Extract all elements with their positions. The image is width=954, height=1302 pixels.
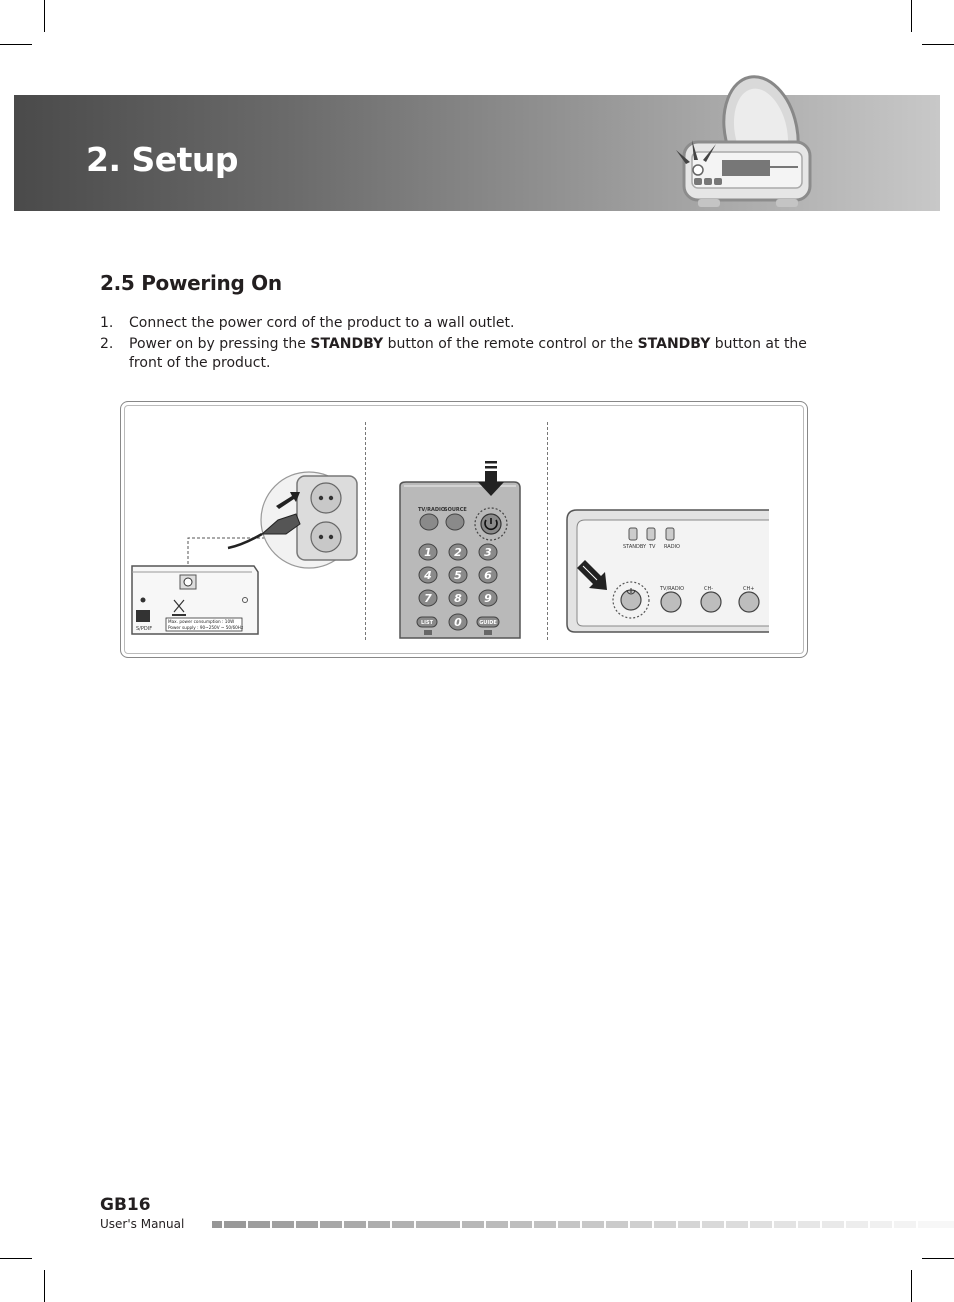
step-text: button at the front of the product. (129, 335, 807, 371)
footer-bar-segment (726, 1221, 748, 1228)
remote-digit-key: 0 (454, 616, 462, 629)
crop-mark (911, 1270, 912, 1302)
footer-page-number: GB16 (100, 1195, 151, 1215)
footer-bar-segment (368, 1221, 390, 1228)
footer-bar-segment (822, 1221, 844, 1228)
remote-tvradio-label: TV/RADIO (418, 507, 446, 513)
footer-bar-segment (798, 1221, 820, 1228)
remote-guide-key: GUIDE (479, 620, 497, 626)
footer-bar-segment (774, 1221, 796, 1228)
figure-divider (547, 422, 548, 640)
standby-keyword: STANDBY (310, 335, 384, 352)
satellite-receiver-icon (666, 70, 826, 215)
footer-bar-segment (296, 1221, 318, 1228)
led-radio-label: RADIO (664, 544, 680, 550)
remote-digit-key: 7 (424, 592, 432, 605)
standby-keyword: STANDBY (637, 335, 711, 352)
crop-mark (922, 44, 954, 45)
remote-digit-key: 9 (484, 592, 492, 605)
footer-bar-segment (510, 1221, 532, 1228)
footer-bar-segment (212, 1221, 222, 1228)
footer-bar-segment (870, 1221, 892, 1228)
remote-digit-key: 1 (424, 546, 432, 559)
list-item (100, 335, 830, 374)
remote-source-label: SOURCE (444, 507, 467, 513)
remote-digit-key: 5 (454, 569, 462, 582)
footer-bar-segment (224, 1221, 246, 1228)
remote-control-illustration (396, 458, 524, 640)
front-panel-illustration (565, 508, 771, 636)
figure-divider (365, 422, 366, 640)
footer-bar-segment (272, 1221, 294, 1228)
step-text: button of the remote control or the (383, 335, 638, 352)
footer-bar-segment (630, 1221, 652, 1228)
footer-bar-segment (702, 1221, 724, 1228)
crop-mark (0, 44, 32, 45)
footer-bar-segment (392, 1221, 414, 1228)
footer-bar-segment (894, 1221, 916, 1228)
crop-mark (0, 1258, 32, 1259)
footer-bar-segment (678, 1221, 700, 1228)
footer-bar-segment (846, 1221, 868, 1228)
btn-tvradio-label: TV/RADIO (660, 586, 685, 592)
led-standby-label: STANDBY (623, 544, 647, 550)
footer-bar-segment (558, 1221, 580, 1228)
footer-bar-segment (462, 1221, 484, 1228)
remote-digit-key: 2 (454, 546, 462, 559)
footer-manual-label: User's Manual (100, 1217, 185, 1231)
chapter-title: 2. Setup (86, 140, 239, 179)
remote-digit-key: 3 (484, 546, 492, 559)
footer-bar-segment (344, 1221, 366, 1228)
footer-bar-segment (750, 1221, 772, 1228)
crop-mark (922, 1258, 954, 1259)
footer-bar-segment (248, 1221, 270, 1228)
footer-bar-segment (654, 1221, 676, 1228)
footer-bar-segment (320, 1221, 342, 1228)
footer-bar-segment (534, 1221, 556, 1228)
btn-ch-plus-label: CH+ (743, 586, 755, 592)
remote-digit-key: 8 (454, 592, 462, 605)
list-item (100, 314, 830, 334)
spdif-label: S/PDIF (136, 626, 153, 632)
instruction-list (100, 314, 830, 375)
remote-list-key: LIST (420, 620, 434, 626)
remote-digit-key: 4 (424, 569, 432, 582)
footer-bar-segment (606, 1221, 628, 1228)
power-supply-label: Power supply : 90~250V ~ 50/60Hz (168, 625, 244, 630)
remote-digit-key: 6 (484, 569, 492, 582)
btn-ch-minus-label: CH- (704, 586, 714, 592)
step-text: Connect the power cord of the product to a wall outlet. (129, 315, 515, 331)
step-text: Power on by pressing the (129, 335, 311, 352)
footer-decorative-bar (212, 1221, 954, 1228)
power-connection-illustration (128, 462, 362, 640)
crop-mark (44, 1270, 45, 1302)
section-title: 2.5 Powering On (100, 271, 282, 295)
led-tv-label: TV (649, 544, 656, 550)
step-number: 1. (100, 315, 114, 331)
step-number: 2. (100, 335, 114, 352)
power-consumption-label: Max. power consumption : 10W (168, 619, 235, 624)
crop-mark (911, 0, 912, 32)
footer-bar-segment (918, 1221, 954, 1228)
crop-mark (44, 0, 45, 32)
footer-bar-segment (582, 1221, 604, 1228)
footer-bar-segment (486, 1221, 508, 1228)
footer-bar-segment (416, 1221, 460, 1228)
